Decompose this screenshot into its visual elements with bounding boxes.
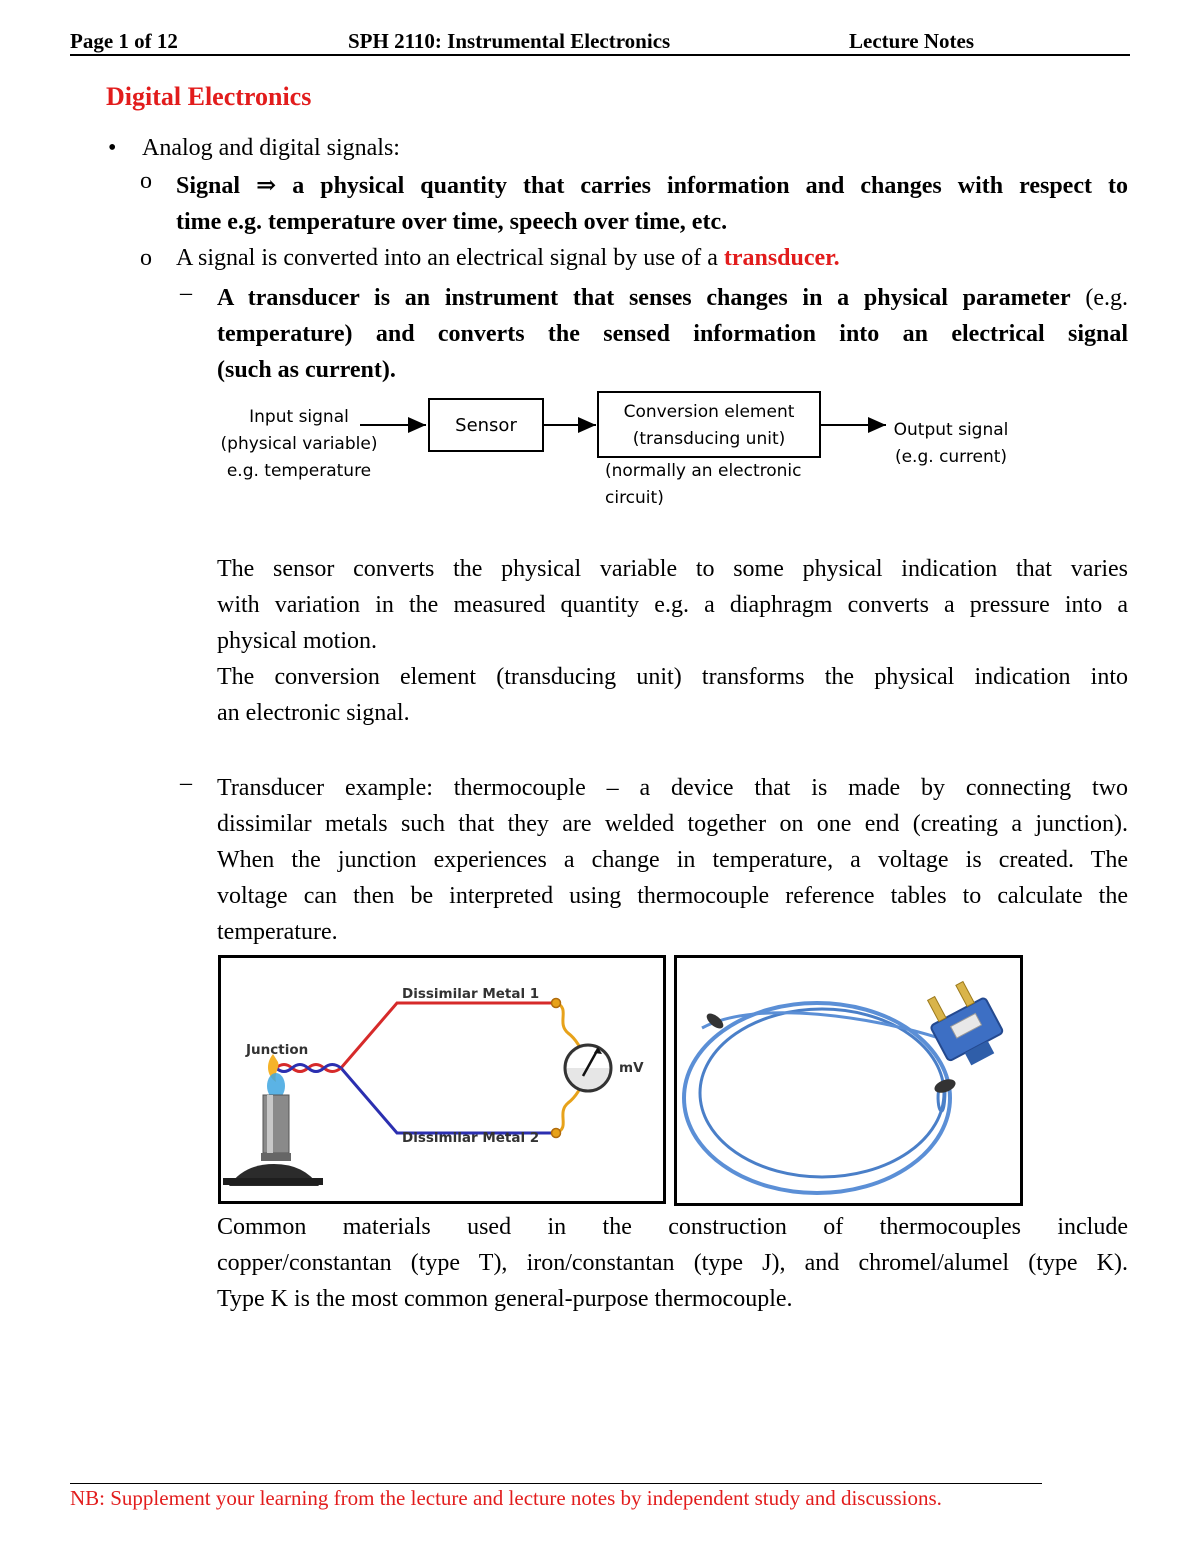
transducer-highlight: transducer.: [723, 245, 840, 271]
label-junction: Junction: [246, 1042, 309, 1058]
paragraph-sensor: The sensor converts the physical variable to some physical indication that varies with variation in the measured quantity e.g. a diaphragm converts a pressure into a physical motion.: [217, 556, 1128, 654]
thermocouple-probe-illustration: [677, 958, 1020, 1203]
page-number: Page 1 of 12: [70, 29, 178, 53]
metal-2-wire: [341, 1068, 556, 1133]
cable-loop-inner: [700, 1009, 944, 1177]
footer-rule: [70, 1483, 1042, 1484]
terminal-top: [552, 999, 561, 1008]
diagram-arrows: [0, 0, 1200, 560]
diagram-output-label: Output signal (e.g. current): [893, 420, 1009, 467]
burner-icon: [263, 1095, 289, 1153]
meter-lead-bottom: [556, 1089, 580, 1133]
diagram-input-label: Input signal (physical variable) e.g. temperature: [220, 407, 378, 481]
cable-loop-outer: [684, 1003, 950, 1193]
bullet-dot-icon: •: [108, 135, 117, 161]
meter-lead-top: [556, 1003, 580, 1047]
metal-1-wire: [341, 1003, 556, 1068]
document-type: Lecture Notes: [849, 29, 974, 53]
label-metal-1: Dissimilar Metal 1: [402, 986, 540, 1002]
terminal-bottom: [552, 1129, 561, 1138]
course-title: SPH 2110: Instrumental Electronics: [348, 29, 671, 53]
section-title: Digital Electronics: [106, 82, 312, 111]
paragraph-materials: Common materials used in the construction of thermocouples include copper/constantan (type T), iron/constantan (type J), and chromel/alumel (type K). Type K is the most common general-purpose thermocouple.: [217, 1214, 1128, 1312]
diagram-note: (normally an electronic circuit): [605, 461, 802, 508]
label-metal-2: Dissimilar Metal 2: [402, 1130, 540, 1146]
footer-note: NB: Supplement your learning from the lecture and lecture notes by independent study and discussions.: [70, 1486, 942, 1510]
circle-bullet-icon: o: [140, 245, 152, 271]
sensor-block: Sensor: [428, 398, 544, 452]
conversion-element-block: Conversion element (transducing unit): [597, 391, 821, 458]
label-millivolts: mV: [619, 1060, 644, 1076]
thermocouple-diagram-figure: [218, 955, 666, 1204]
thermocouple-diagram: [221, 958, 663, 1201]
dash-bullet-icon: –: [180, 280, 192, 306]
circle-bullet-icon: o: [140, 168, 152, 194]
thermocouple-probe-photo: [674, 955, 1023, 1206]
dash-bullet-icon: –: [180, 770, 192, 796]
paragraph-conversion: The conversion element (transducing unit) transforms the physical indication into an electronic signal.: [217, 664, 1128, 726]
